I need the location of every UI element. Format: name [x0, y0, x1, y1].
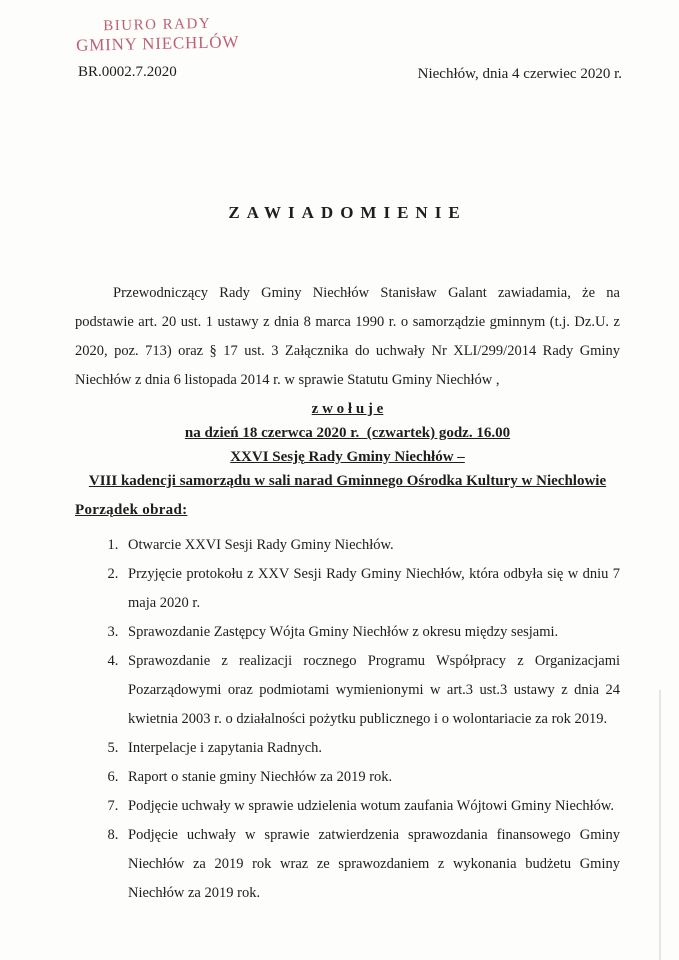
agenda-list: [75, 531, 620, 908]
convocation-verb: z w o ł u j e: [311, 401, 384, 417]
scan-edge-artifact: [659, 690, 661, 960]
agenda-item: 6. Raport o stanie gminy Niechłów za 2019 rok.: [122, 763, 620, 792]
agenda-heading: Porządek obrad:: [75, 502, 188, 518]
agenda-item: 4. Sprawozdanie z realizacji rocznego Programu Współpracy z Organizacjami Pozarządowymi oraz podmiotami wymienionymi w art.3 ust.3 ustawy z dnia 24 kwietnia 2003 r. o działalności pożytku publicznego i o wolontariacie za rok 2019.: [122, 647, 620, 734]
document-title: ZAWIADOMIENIE: [228, 203, 467, 222]
convocation-date-time: na dzień 18 czerwca 2020 r. (czwartek) godz. 16.00: [184, 425, 511, 441]
stamp-line-2: GMINY NIECHLÓW: [75, 32, 240, 56]
place-and-date: Niechłów, dnia 4 czerwiec 2020 r.: [417, 66, 622, 82]
document-body: [75, 0, 620, 908]
agenda-item: 3. Sprawozdanie Zastępcy Wójta Gminy Niechłów z okresu między sesjami.: [122, 618, 620, 647]
agenda-item: 1. Otwarcie XXVI Sesji Rady Gminy Niechłów.: [122, 531, 620, 560]
agenda-item: 8. Podjęcie uchwały w sprawie zatwierdzenia sprawozdania finansowego Gminy Niechłów za 2019 rok wraz ze sprawozdaniem z wykonania budżetu Gminy Niechłów za 2019 rok.: [122, 821, 620, 908]
convocation-location: VIII kadencji samorządu w sali narad Gminnego Ośrodka Kultury w Niechlowie: [88, 473, 607, 489]
intro-paragraph: Przewodniczący Rady Gminy Niechłów Stanisław Galant zawiadamia, że na podstawie art. 20 ust. 1 ustawy z dnia 8 marca 1990 r. o samorządzie gminnym (t.j. Dz.U. z 2020, poz. 713) oraz § 17 ust. 3 Załącznika do uchwały Nr XLI/299/2014 Rady Gminy Niechłów z dnia 6 listopada 2014 r. w sprawie Statutu Gminy Niechłów ,: [75, 285, 620, 388]
convocation-session-name: XXVI Sesję Rady Gminy Niechłów –: [230, 449, 465, 465]
convocation-block: [75, 397, 620, 493]
agenda-item: 2. Przyjęcie protokołu z XXV Sesji Rady Gminy Niechłów, która odbyła się w dniu 7 maja 2020 r.: [122, 560, 620, 618]
reference-number: BR.0002.7.2020: [78, 64, 177, 80]
agenda-item: 7. Podjęcie uchwały w sprawie udzielenia wotum zaufania Wójtowi Gminy Niechłów.: [122, 792, 620, 821]
stamp-line-1: BIURO RADY: [103, 15, 212, 35]
agenda-item: 5. Interpelacje i zapytania Radnych.: [122, 734, 620, 763]
